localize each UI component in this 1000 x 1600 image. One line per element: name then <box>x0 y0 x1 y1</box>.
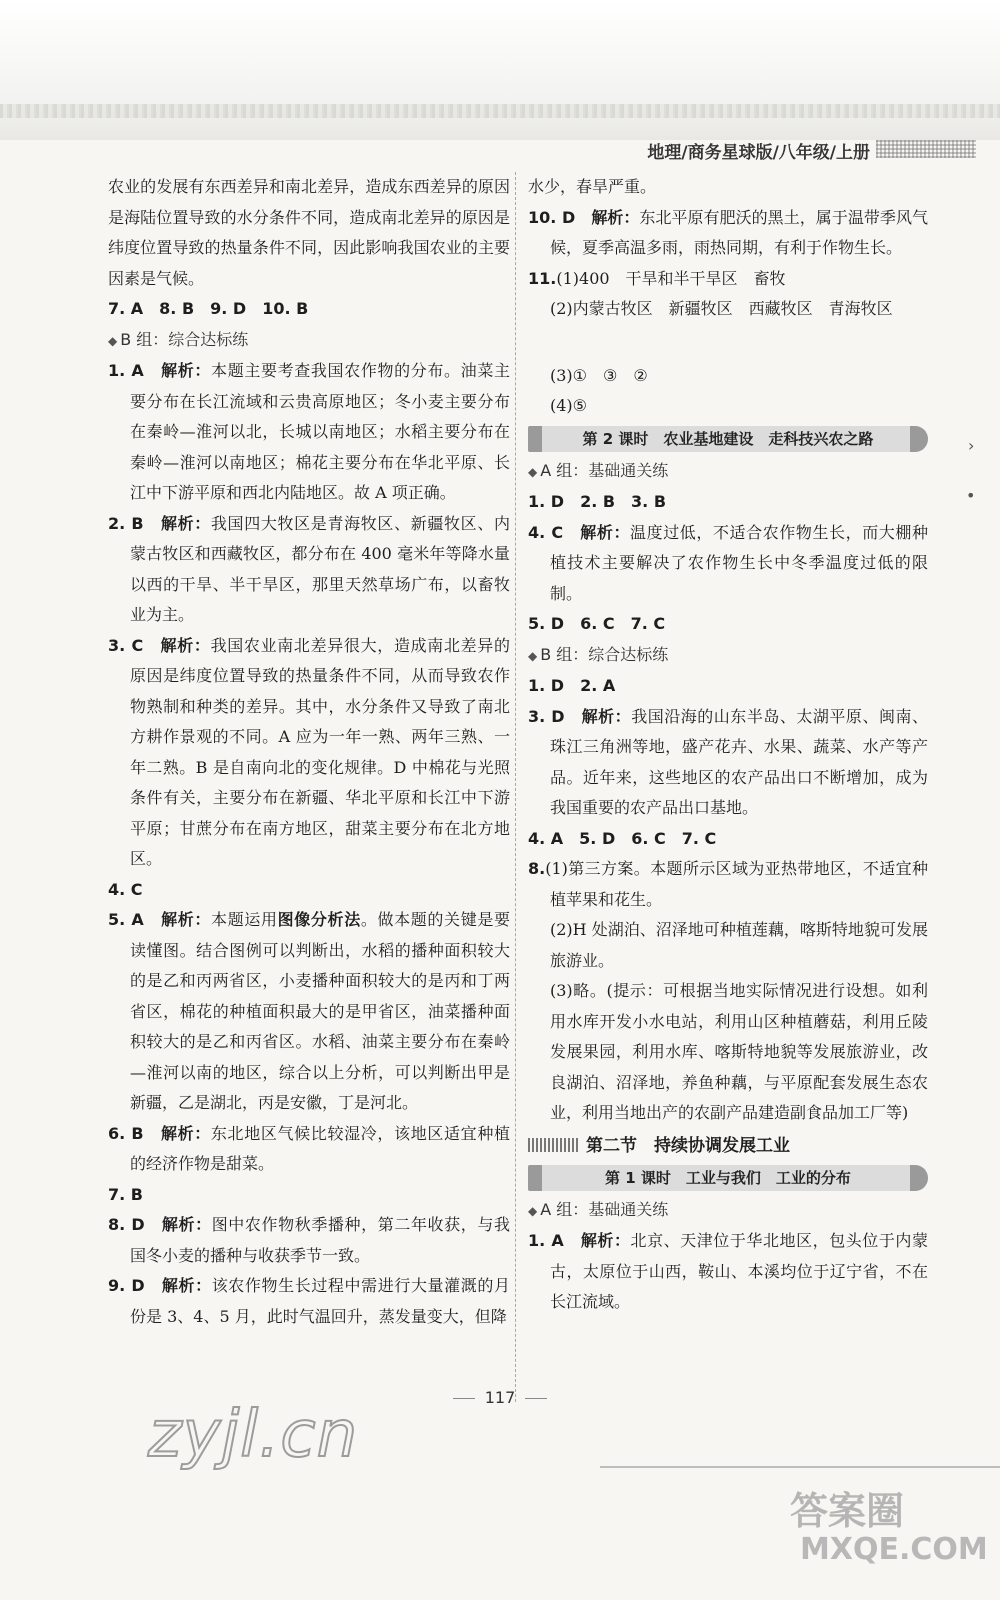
blank-gap <box>528 325 928 361</box>
diamond-icon: ◆ <box>108 333 118 348</box>
edge-mark: › <box>968 436 975 455</box>
left-column <box>108 172 510 1332</box>
diamond-icon: ◆ <box>528 464 538 479</box>
answer-line: 5. D 6. C 7. C <box>528 614 666 633</box>
group-b-heading: ◆ B 组：综合达标练 <box>528 644 669 664</box>
answer-subitem: (2)内蒙古牧区 新疆牧区 西藏牧区 青海牧区 <box>550 299 893 318</box>
watermark-right-url: MXQE.COM <box>800 1532 988 1567</box>
group-b-heading: ◆ B 组：综合达标练 <box>108 329 249 349</box>
answer-item: 4. C 解析：温度过低，不适合农作物生长，而大棚种植技术主要解决了农作物生长中冬季温度过低的限制。 <box>528 522 928 603</box>
answer-subitem: (3)① ③ ② <box>550 365 648 385</box>
section-bars-icon <box>528 1138 578 1152</box>
group-a-heading: ◆ A 组：基础通关练 <box>528 1199 669 1219</box>
answer-item: 3. C 解析：我国农业南北差异很大，造成南北差异的原因是纬度位置导致的热量条件不同，从而导致农作物熟制和种类的差异。其中，水分条件又导致了南北方耕作景观的不同。A 应为一年一熟、两年三熟、一年二熟。B 是自南向北的变化规律。D 中棉花与光照条件有关，主要分布在新疆、华北平原和长江中下游平原；甘蔗分布在南方地区，甜菜主要分布在北方地区。 <box>108 635 510 868</box>
intro-paragraph: 农业的发展有东西差异和南北差异，造成东西差异的原因是海陆位置导致的水分条件不同，造成南北差异的原因是纬度位置导致的热量条件不同，因此影响我国农业的主要因素是气候。 <box>108 177 510 288</box>
continued-text: 水少，春旱严重。 <box>528 177 657 196</box>
lesson-banner: 第 1 课时 工业与我们 工业的分布 <box>528 1165 928 1191</box>
answer-item: 1. A 解析：北京、天津位于华北地区，包头位于内蒙古，太原位于山西，鞍山、本溪均位于辽宁省，不在长江流域。 <box>528 1231 928 1311</box>
page-number: 117 <box>0 1388 1000 1407</box>
scan-artifact <box>0 104 1000 118</box>
watermark-right: 答案圈 <box>790 1489 905 1533</box>
answer-item: 8. D 解析：图中农作物秋季播种，第二年收获，与我国冬小麦的播种与收获季节一致。 <box>108 1215 510 1265</box>
answer-line: 1. D 2. B 3. B <box>528 492 667 511</box>
answer-item: 3. D 解析：我国沿海的山东半岛、太湖平原、闽南、珠江三角洲等地，盛产花卉、水果、蔬菜、水产等产品。近年来，这些地区的农产品出口不断增加，成为我国重要的农产品出口基地。 <box>528 706 928 817</box>
answer-item: 9. D 解析：该农作物生长过程中需进行大量灌溉的月份是 3、4、5 月，此时气温回升，蒸发量变大，但降 <box>108 1276 510 1326</box>
watermark-left: zyjl.cn <box>148 1398 359 1472</box>
answer-line: 4. A 5. D 6. C 7. C <box>528 828 717 848</box>
diamond-icon: ◆ <box>528 648 538 663</box>
group-a-heading: ◆ A 组：基础通关练 <box>528 460 669 480</box>
right-column <box>528 172 928 1318</box>
answer-item: 11.(1)400 干旱和半干旱区 畜牧 <box>528 268 786 288</box>
bottom-rule <box>600 1466 1000 1468</box>
running-header: 地理/商务星球版/八年级/上册 <box>647 143 870 163</box>
page-top-band <box>0 0 1000 140</box>
method-highlight: 图像分析法 <box>277 910 361 929</box>
answer-subitem: (4)⑤ <box>550 396 588 415</box>
answer-item: 5. A 解析：本题运用图像分析法。做本题的关键是要读懂图。结合图例可以判断出，水稻的播种面积较大的是乙和丙两省区，小麦播种面积较大的是丙和丁两省区，棉花的种植面积最大的是甲省区，油菜播种面积较大的是乙和丙省区。水稻、油菜主要分布在秦岭—淮河以南的地区，综合以上分析，可以判断出甲是新疆，乙是湖北，丙是安徽，丁是河北。 <box>108 910 510 1112</box>
answer-item: 10. D 解析：东北平原有肥沃的黑土，属于温带季风气候，夏季高温多雨，雨热同期，有利于作物生长。 <box>528 207 928 257</box>
answer-item: 4. C <box>108 879 143 899</box>
answer-item: 7. B <box>108 1184 143 1204</box>
answer-item: 8.(1)第三方案。本题所示区域为亚热带地区，不适宜种植苹果和花生。 <box>528 859 928 909</box>
diamond-icon: ◆ <box>528 1203 538 1218</box>
answer-item: 6. B 解析：东北地区气候比较湿冷，该地区适宜种植的经济作物是甜菜。 <box>108 1123 510 1173</box>
column-divider <box>515 172 516 1402</box>
answer-line: 1. D 2. A <box>528 676 616 695</box>
answer-subitem: (3)略。(提示：可根据当地实际情况进行设想。如利用水库开发小水电站，利用山区种植蘑菇，利用丘陵发展果园，利用水库、喀斯特地貌等发展旅游业，改良湖泊、沼泽地，养鱼种藕，与平原配套发展生态农业，利用当地出产的农副产品建造副食品加工厂等) <box>550 981 928 1122</box>
lesson-banner: 第 2 课时 农业基地建设 走科技兴农之路 <box>528 426 928 452</box>
header-pattern <box>876 140 976 158</box>
answer-subitem: (2)H 处湖泊、沼泽地可种植莲藕，喀斯特地貌可发展旅游业。 <box>550 920 928 970</box>
answer-line: 7. A 8. B 9. D 10. B <box>108 299 309 318</box>
edge-mark: • <box>966 486 976 505</box>
section-title: 第二节 持续协调发展工业 <box>528 1131 928 1161</box>
answer-item: 2. B 解析：我国四大牧区是青海牧区、新疆牧区、内蒙古牧区和西藏牧区，都分布在 400 毫米年等降水量以西的干旱、半干旱区，那里天然草场广布，以畜牧业为主。 <box>108 513 510 624</box>
answer-item: 1. A 解析：本题主要考查我国农作物的分布。油菜主要分布在长江流域和云贵高原地区；冬小麦主要分布在秦岭—淮河以北，长城以南地区；水稻主要分布在秦岭—淮河以南地区；棉花主要分布在华北平原、长江中下游平原和西北内陆地区。故 A 项正确。 <box>108 361 510 502</box>
